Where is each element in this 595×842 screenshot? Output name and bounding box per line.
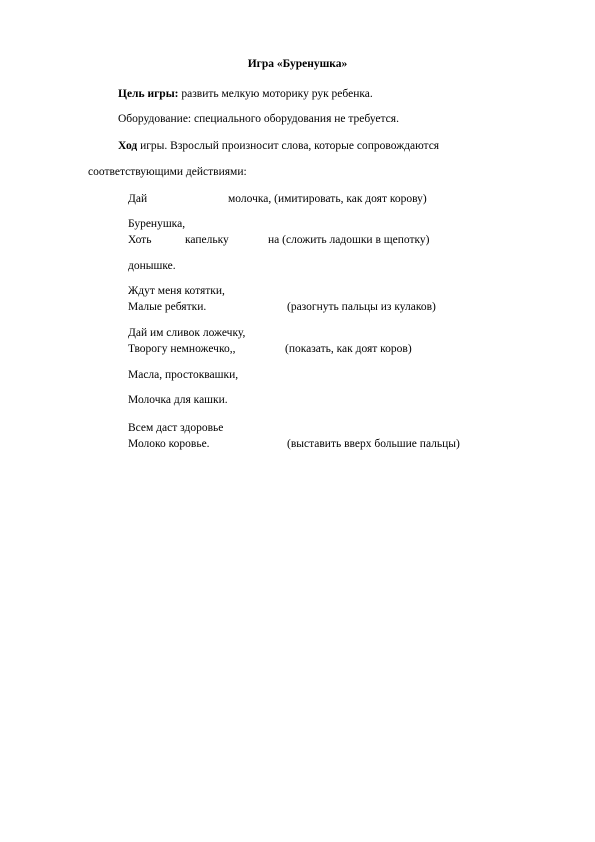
verse-action: (разогнуть пальцы из кулаков) xyxy=(287,301,436,313)
verse-line: Малые ребятки. xyxy=(128,301,207,313)
procedure-label: Ход xyxy=(118,140,138,152)
goal-label: Цель игры: xyxy=(118,88,179,100)
verse-line: Молоко коровье. xyxy=(128,438,210,450)
equipment-paragraph: Оборудование: специального оборудования не требуется. xyxy=(118,113,399,125)
verse-line xyxy=(268,233,429,247)
verse-word: Дай xyxy=(128,193,148,205)
verse-action: (выставить вверх большие пальцы) xyxy=(287,438,460,450)
verse-word: на xyxy=(268,234,280,246)
verse-action: (показать, как доят коров) xyxy=(285,343,412,355)
verse-action: (имитировать, как доят корову) xyxy=(274,193,427,205)
document-title: Игра «Буренушка» xyxy=(247,58,348,70)
verse-line: Молочка для кашки. xyxy=(128,394,228,406)
verse-word: молочка, xyxy=(228,193,272,205)
verse-line: Масла, простоквашки, xyxy=(128,369,239,381)
verse-action: (сложить ладошки в щепотку) xyxy=(282,234,430,246)
verse-line: Всем даст здоровье xyxy=(128,422,224,434)
verse-line: донышке. xyxy=(128,260,176,272)
verse-line: Буренушка, xyxy=(128,218,186,230)
verse-line xyxy=(128,192,147,206)
procedure-text: игры. Взрослый произносит слова, которые сопровождаются xyxy=(137,140,440,152)
verse-line xyxy=(228,192,427,206)
verse-line: Творогу немножечко,, xyxy=(128,343,236,355)
verse-line: Дай им сливок ложечку, xyxy=(128,327,246,339)
goal-text: развить мелкую моторику рук ребенка. xyxy=(178,88,373,100)
procedure-paragraph xyxy=(118,139,439,153)
verse-line: Ждут меня котятки, xyxy=(128,285,225,297)
procedure-continuation: соответствующими действиями: xyxy=(88,166,247,178)
verse-word: капельку xyxy=(185,234,229,246)
verse-word: Хоть xyxy=(128,234,152,246)
goal-paragraph xyxy=(118,87,373,101)
